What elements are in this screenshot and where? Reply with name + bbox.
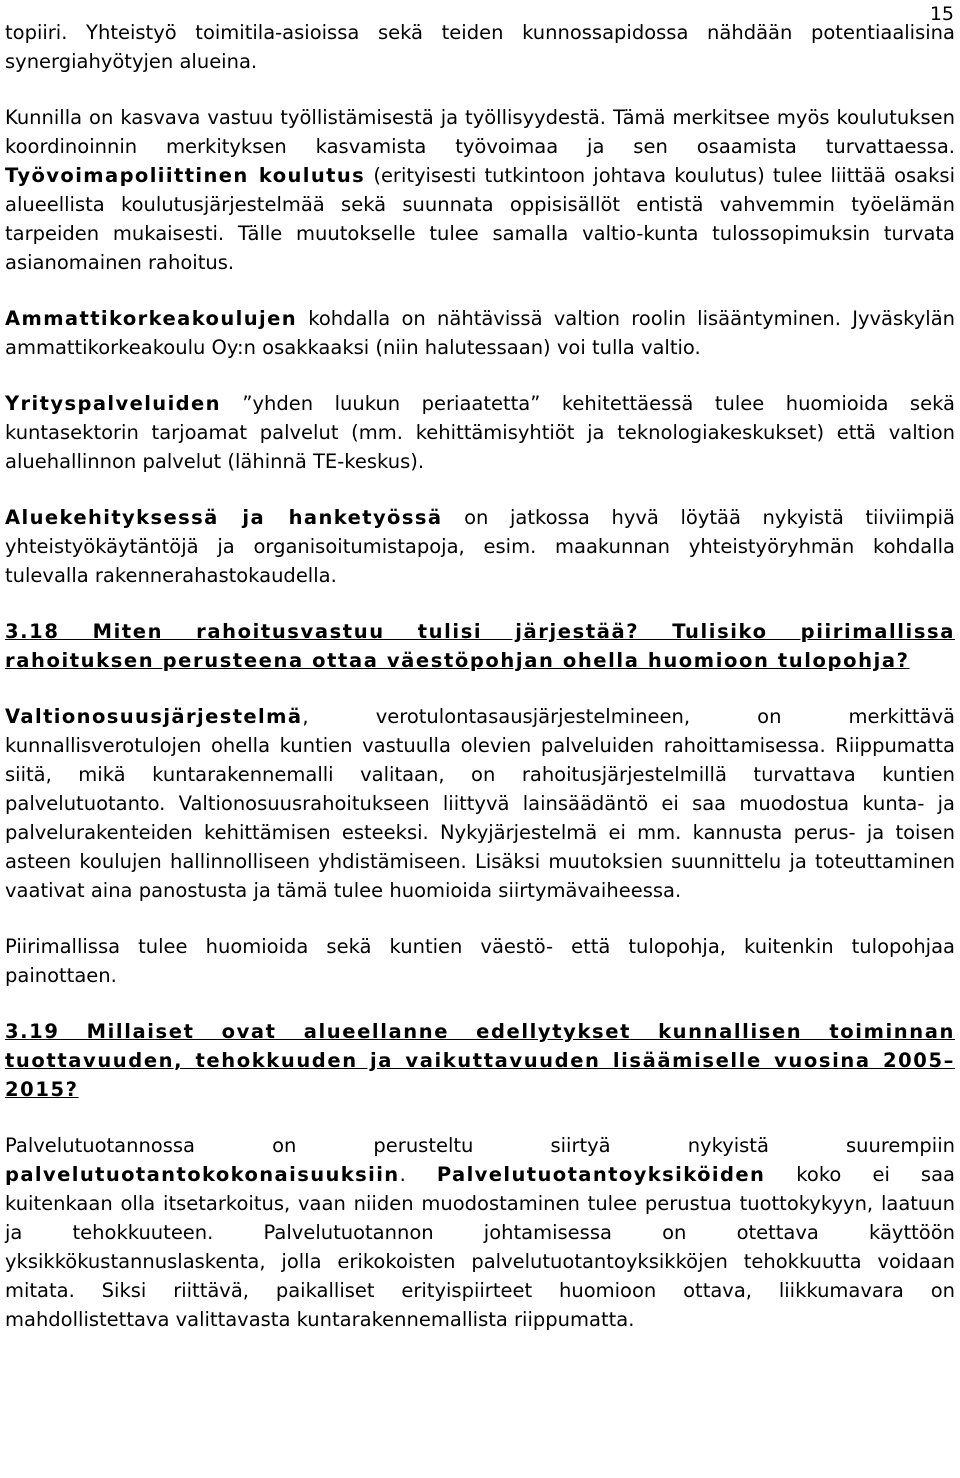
text-run: . [399,1163,437,1186]
paragraph [5,304,955,362]
paragraph [5,1131,955,1334]
text-run: Palvelutuotannossa on perusteltu siirtyä nykyistä suurempiin [5,1134,955,1157]
emphasis-term: Valtionosuusjärjestelmä [5,705,303,728]
text-run: (erityisesti tutkintoon johtava koulutus) tulee liittää osaksi alueellista koulutusjärjestelmää sekä suunnata oppisisällöt entistä vahvemmin työelämän tarpeiden mukaisesti. Tälle muutokselle tulee samalla valtio-kunta tulossopimuksin turvata asianomainen rahoitus. [5,164,955,274]
emphasis-term: Palvelutuotantoyksiköiden [436,1163,766,1186]
paragraph [5,103,955,277]
text-run: ”yhden luukun periaatetta” kehitettäessä tulee huomioida sekä kuntasektorin tarjoamat palvelut (mm. kehittämisyhtiöt ja teknologiakeskukset) että valtion aluehallinnon palvelut (lähinnä TE-keskus). [5,392,955,473]
text-run: koko ei saa kuitenkaan olla itsetarkoitus, vaan niiden muodostaminen tulee perustua tuottokykyyn, laatuun ja tehokkuuteen. Palvelutuotannon johtamisessa on otettava käyttöön yksikkökustannuslaskenta, jolla erikokoisten palvelutuotantoyksikköjen tehokkuutta voidaan mitata. Siksi riittävä, paikalliset erityispiirteet huomioon ottava, liikkumavara on mahdollistettava valittavasta kuntarakennemallista riippumatta. [5,1163,955,1331]
page-number: 15 [929,3,954,25]
section-heading-3-19: 3.19 Millaiset ovat alueellanne edellytykset kunnallisen toiminnan tuottavuuden, tehokkuuden ja vaikuttavuuden lisäämiselle vuosina 2005–2015? [5,1020,955,1101]
text-run: kohdalla on nähtävissä valtion roolin lisääntyminen. Jyväskylän ammattikorkeakoulu Oy:n osakkaaksi (niin halutessaan) voi tulla valtio. [5,307,955,359]
text-run: , verotulontasausjärjestelmineen, on merkittävä kunnallisverotulojen ohella kuntien vastuulla olevien palveluiden rahoittamisessa. Riippumatta siitä, mikä kuntarakennemalli valitaan, on rahoitusjärjestelmillä turvattava kuntien palvelutuotanto. Valtionosuusrahoitukseen liittyvä lainsäädäntö ei saa muodostua kunta- ja palvelurakenteiden kehittämisen esteeksi. Nykyjärjestelmä ei mm. kannusta perus- ja toisen asteen koulujen hallinnolliseen yhdistämiseen. Lisäksi muutoksien suunnittelu ja toteuttaminen vaativat aina panostusta ja tämä tulee huomioida siirtymävaiheessa. [5,705,955,902]
text-run: on jatkossa hyvä löytää nykyistä tiiviimpiä yhteistyökäytäntöjä ja organisoitumistapoja, esim. maakunnan yhteistyöryhmän kohdalla tulevalla rakennerahastokaudella. [5,506,956,587]
text-run: Kunnilla on kasvava vastuu työllistämisestä ja työllisyydestä. Tämä merkitsee myös koulutuksen koordinoinnin merkityksen kasvamista työvoimaa ja sen osaamista turvattaessa. [5,106,955,158]
paragraph [5,389,955,476]
emphasis-term: Työvoimapoliittinen koulutus [5,164,366,187]
paragraph [5,702,955,905]
body-text [5,18,955,1361]
paragraph: Piirimallissa tulee huomioida sekä kuntien väestö- että tulopohja, kuitenkin tulopohjaa painottaen. [5,935,955,987]
paragraph: topiiri. Yhteistyö toimitila-asioissa sekä teiden kunnossapidossa nähdään potentiaalisina synergiahyötyjen alueina. [5,21,955,73]
emphasis-term: Ammattikorkeakoulujen [5,307,297,330]
emphasis-term: Aluekehityksessä ja hanketyössä [5,506,443,529]
paragraph [5,503,955,590]
section-heading-3-18: 3.18 Miten rahoitusvastuu tulisi järjestää? Tulisiko piirimallissa rahoituksen perusteena ottaa väestöpohjan ohella huomioon tulopohja? [5,620,955,672]
emphasis-term: palvelutuotantokokonaisuuksiin [5,1163,400,1186]
emphasis-term: Yrityspalveluiden [5,392,221,415]
